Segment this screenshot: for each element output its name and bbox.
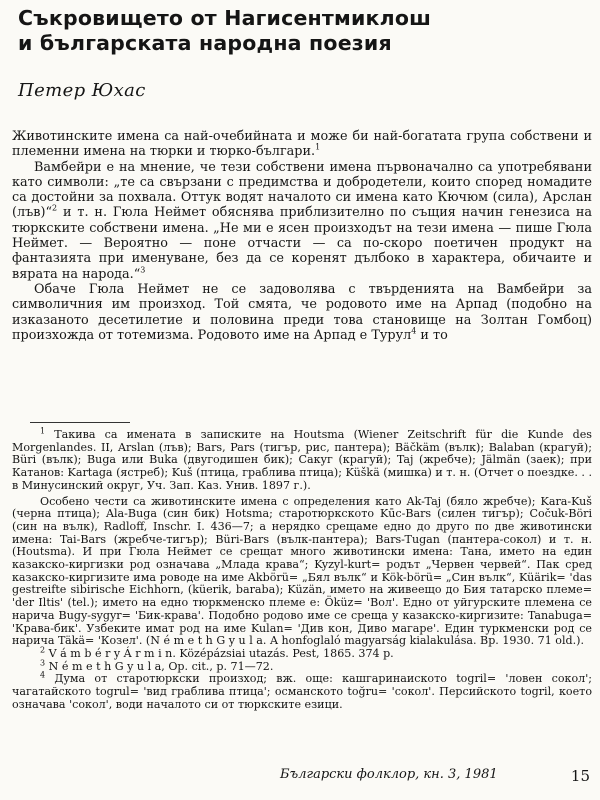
paragraph-3-text: Обаче Гюла Неймет не се задоволява с твърденията на Вамбейри за символичния им произход. Той смята, че родовото име на Арпад (подобно на изказаното десетилетие и половина преди това становище на Золтан Гомбоц) произхожда от тотемизма. Родовото име на Арпад е Турул: [12, 281, 592, 343]
paragraph-3: [12, 282, 592, 343]
footnote-divider: [30, 422, 130, 423]
paragraph-1: [12, 129, 592, 160]
footnote-4-mark: 4: [40, 670, 46, 680]
article-title: [18, 6, 578, 56]
author-name: Петер Юхас: [18, 80, 146, 101]
title-line-1: Съкровището от Нагисентмиклош: [18, 6, 432, 30]
footnote-1: [12, 426, 592, 493]
footnote-2-text: V á m b é r y Á r m i n. Középázsiai utazás. Pest, 1865. 374 p.: [45, 646, 394, 660]
article-body: [12, 129, 592, 343]
footnote-ref-2: 2: [52, 204, 58, 214]
footnote-1-continued: Особено чести са животинските имена с определения като Ak-Taj (бяло жребче); Kara-Kuš (черна птица); Ala-Buga (син бик) Hotsma; старотюркското Kūc-Bars (силен тигър); Cočuk-Böri (син на вълк), Radloff, Inschr. I. 436—7; а нерядко срещаме едно до друго по две животински имена: Tai-Bars (жребче-тигър); Büri-Bars (вълк-пантера); Bars-Tugan (пантера-сокол) и т. н. (Houtsma). И при Гюла Неймет се срещат много животински имена: Тана, името на един казакско-киргизки род означава „Млада крава“; Kyzyl-kurt= родът „Червен червей“. Пак сред казакско-киргизите има роводе на име Akbörü= „Бял вълк“ и Kök-börü= „Син вълк“, Küärik= 'das gestreifte sibirische Eichhorn, (küerik, baraba); Küzän, името на живеещо до Бия татарско племе= 'der Iltis' (tel.); името на едно тюркменско племе е: Öküz= 'Вол'. Едно от уйгурските племена се наричa Bugy-sygyr= 'Бик-крава'. Подобно родово име се среща у казакско-киргизите: Tanabuga= 'Крава-бик'. Узбеките имат род на име Kulan= 'Див кон, Диво магаре'. Един туркменски род се нарича Täkä= 'Козел'. (N é m e t h G y u l a. A honfoglaló magyarság kialakulása. Bp. 1930. 71 old.).: [12, 494, 592, 648]
title-line-2: и българската народна поезия: [18, 31, 392, 55]
footnote-1-text: Такива са имената в записките на Houtsma (Wiener Zeitschrift für die Kunde des Morgenlandes. II, Arslan (лъв); Bars, Pars (тигър, рис, пантера); Bäčkäm (вълк); Balaban (крагуй); Büri (вълк); Buga или Buka (двугодишен бик); Сакуг (крагуй); Taj (жребче); Jälmän (заек); при Катанов: Kartaga (ястреб); Kuš (птица, граблива птица); Küškä (мишка) и т. н. (Отчет о поездке. . . в Минусинский округ, Уч. Зап. Каз. Унив. 1897 г.).: [12, 428, 592, 492]
paragraph-2: [12, 160, 592, 282]
journal-citation: Български фолклор, кн. 3, 1981: [280, 767, 498, 782]
paragraph-1-text: Животинските имена са най-очебийната и може би най-богатата група собствени и племенни имена на тюрки и тюрко-българи.: [12, 129, 592, 160]
page-number: 15: [570, 767, 590, 785]
footnote-3-text: N é m e t h G y u l a, Op. cit., p. 71—72.: [45, 659, 274, 673]
footnote-1-mark: 1: [40, 426, 46, 436]
paragraph-3-end: и то: [416, 327, 448, 343]
footnote-ref-1: 1: [315, 143, 321, 153]
footnote-ref-3: 3: [140, 265, 146, 275]
footnote-4-text: Дума от старотюркски произход; вж. още: кашгаринаиското togril= 'ловен сокол'; чагатайското togrul= 'вид граблива птица'; османското toğru= 'сокол'. Персийското togril, което означава 'сокол', води началото си от тюркските езици.: [12, 672, 592, 711]
paragraph-2-text-a: Вамбейри е на мнение, че тези собствени имена първоначално са употребявани като символи: „те са свързани с предимства и добродетели, които според номадите са достойни за похвала. Оттук водят началото си имена като Кючюм (сила), Арслан (лъв)“: [12, 159, 592, 221]
paragraph-2-text-b: и т. н. Гюла Неймет обяснява приблизително по същия начин генезиса на тюркските собствени имена. „Не ми е ясен произходът на тези имена — пише Гюла Неймет. — Вероятно — поне отчасти — са по-скоро поетичен продукт на фантазията при именуване, без да се коренят дълбоко в характера, обичаите и вярата на народа.“: [12, 205, 592, 282]
footnote-4: [12, 670, 592, 711]
footnote-2-mark: 2: [40, 645, 46, 655]
footnote-ref-4: 4: [411, 326, 417, 336]
page-footer: [280, 767, 590, 785]
footnote-3-mark: 3: [40, 657, 46, 667]
footnotes: [12, 426, 592, 711]
